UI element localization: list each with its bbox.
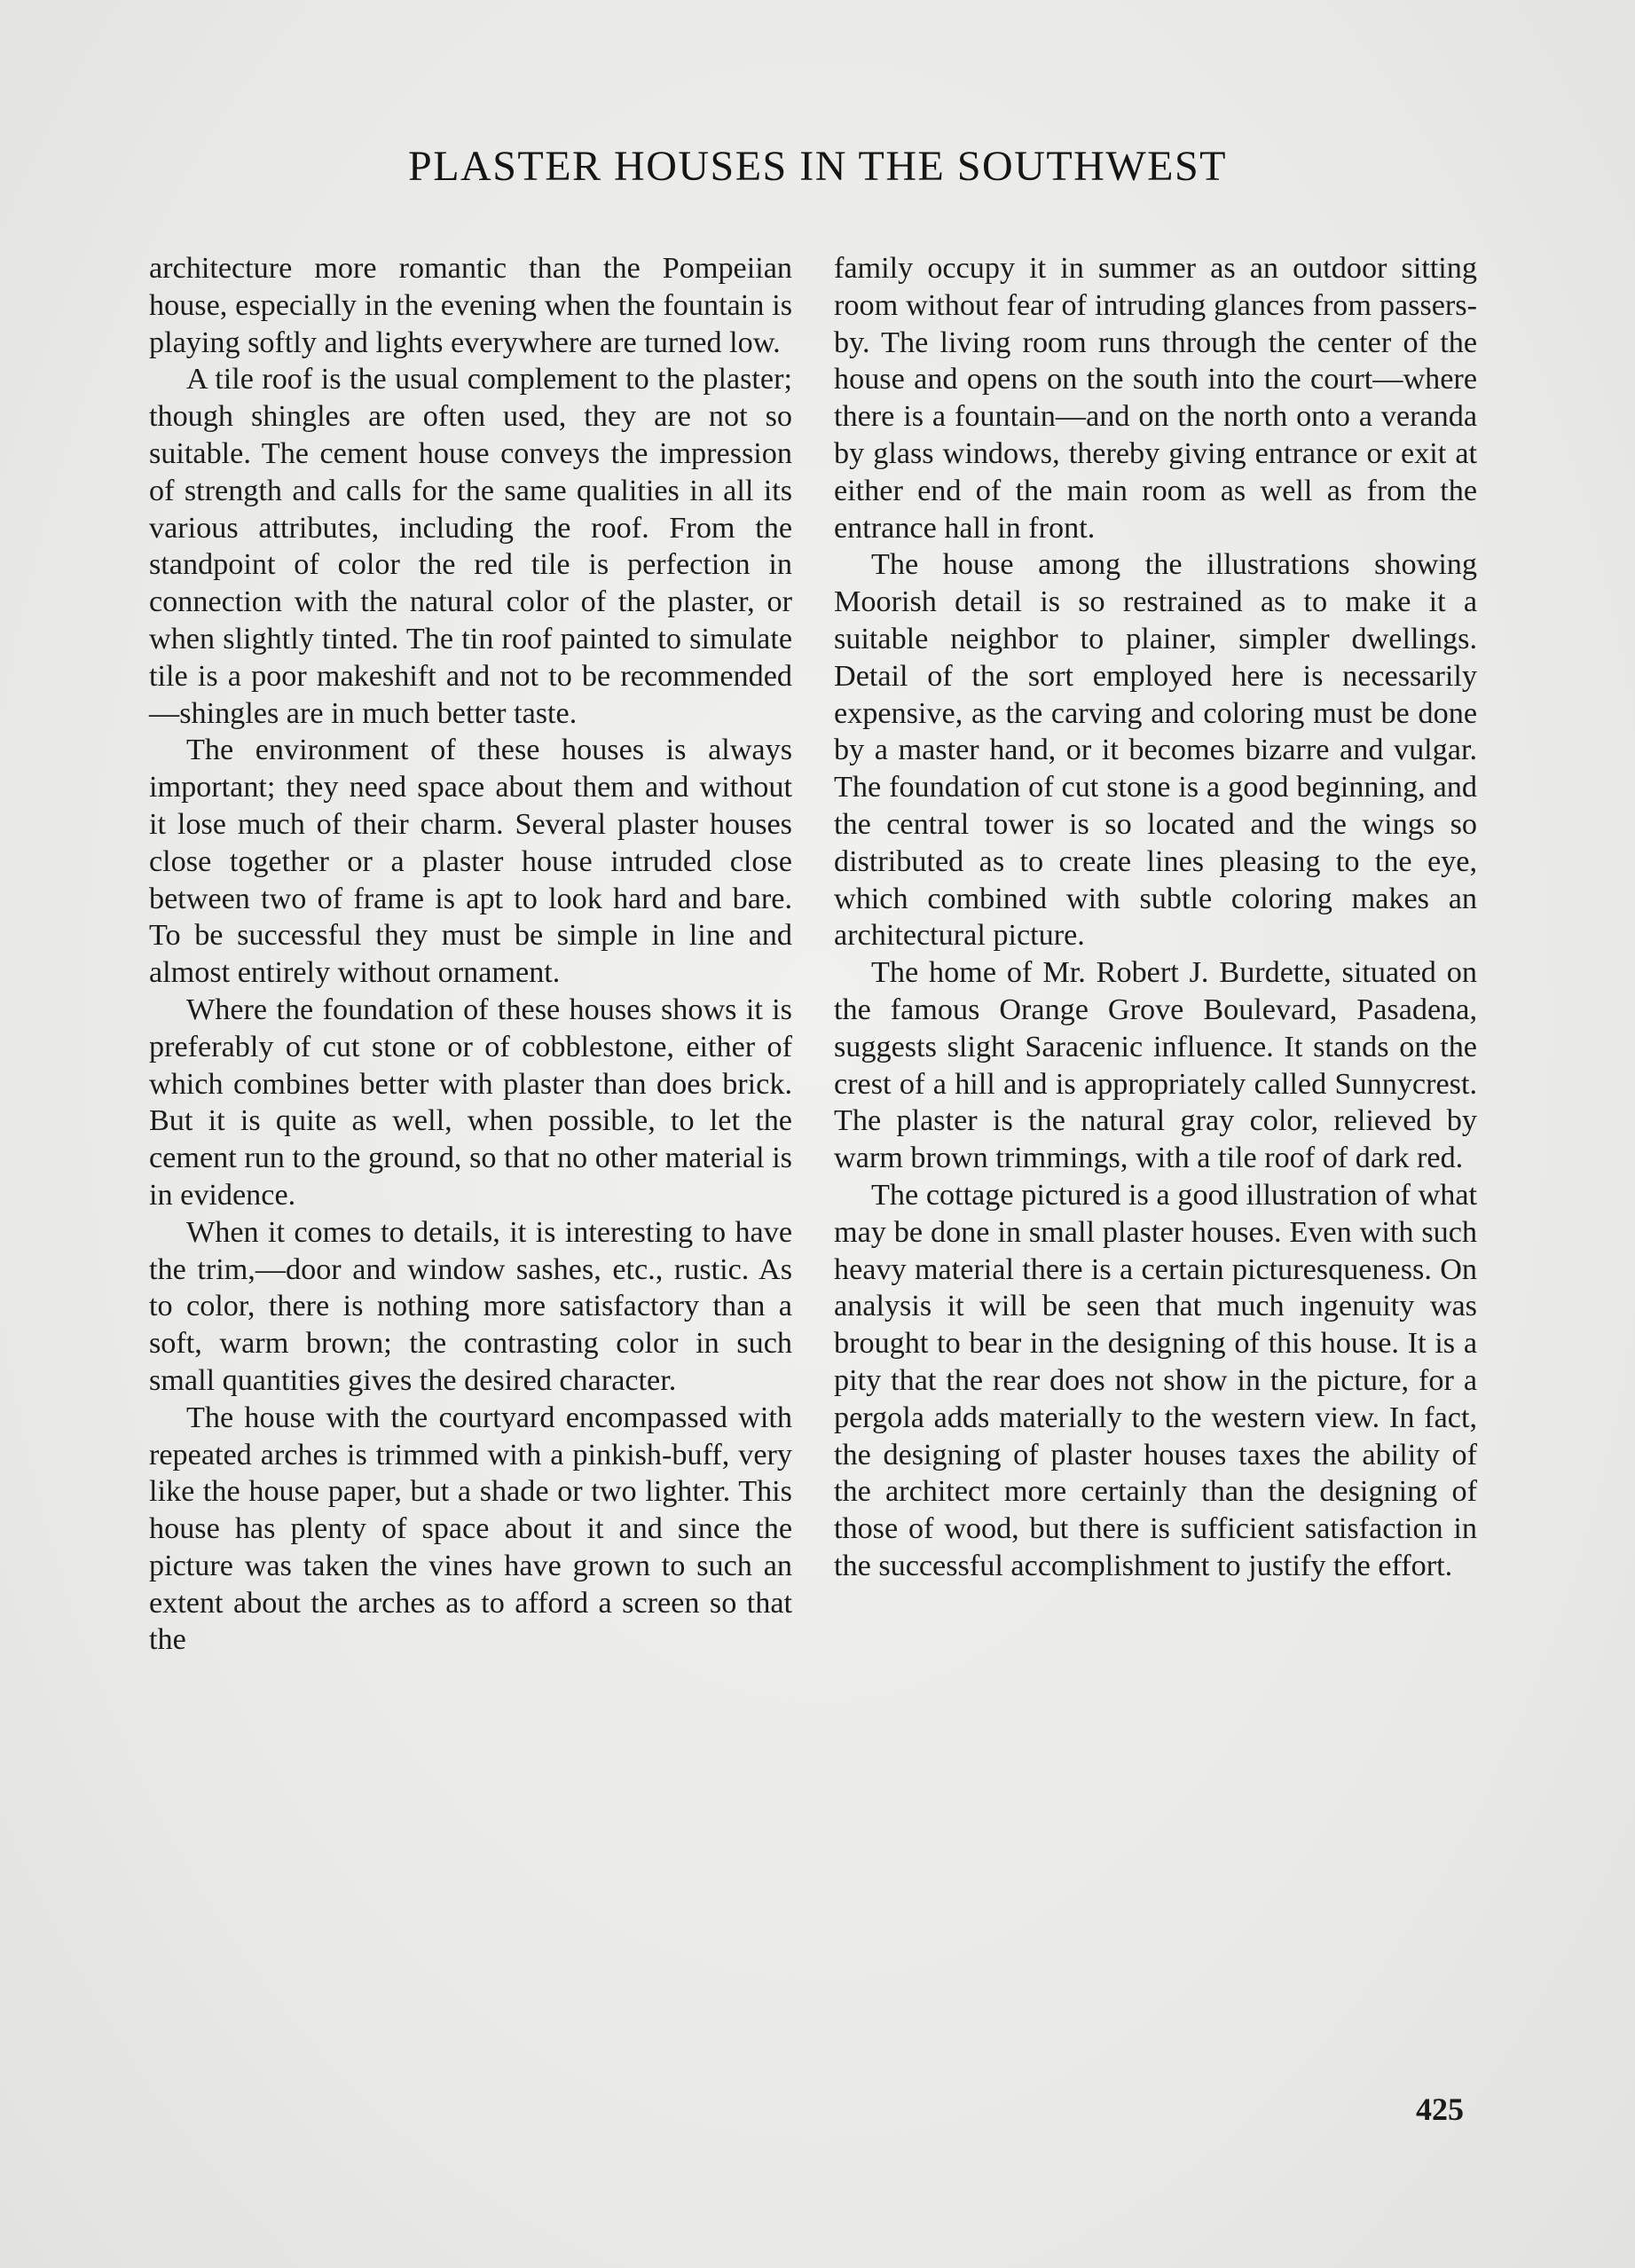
- left-column: [149, 250, 792, 1659]
- paragraph: The house with the courtyard encompassed with repeated arches is trimmed with a pinkish-buff, very like the house paper, but a shade or two lighter. This house has plenty of space about it and since the picture was taken the vines have grown to such an extent about the arches as to afford a screen so that the: [149, 1401, 792, 1657]
- page-number: 425: [1416, 2091, 1464, 2127]
- paragraph: The house among the illustrations showing Moorish detail is so restrained as to make it a suitable neighbor to plainer, simpler dwellings. Detail of the sort employed here is necessarily expensive, as the carving and coloring must be done by a master hand, or it becomes bizarre and vulgar. The foundation of cut stone is a good beginning, and the central tower is so located and the wings so distributed as to create lines pleasing to the eye, which combined with subtle coloring makes an architectural picture.: [834, 548, 1477, 953]
- page-title: PLASTER HOUSES IN THE SOUTHWEST: [408, 143, 1227, 190]
- paragraph: When it comes to details, it is interesting to have the trim,—door and window sashes, etc., rustic. As to color, there is nothing more satisfactory than a soft, warm brown; the contrasting color in such small quantities gives the desired character.: [149, 1215, 792, 1397]
- paragraph: architecture more romantic than the Pompeiian house, especially in the evening when the fountain is playing softly and lights everywhere are turned low.: [149, 252, 792, 359]
- paragraph: Where the foundation of these houses shows it is preferably of cut stone or of cobblestone, either of which combines better with plaster than does brick. But it is quite as well, when possible, to let the cement run to the ground, so that no other material is in evidence.: [149, 993, 792, 1212]
- paragraph: family occupy it in summer as an outdoor sitting room without fear of intruding glances from passers-by. The living room runs through the center of the house and opens on the south into the court—where there is a fountain—and on the north onto a veranda by glass windows, thereby giving entrance or exit at either end of the main room as well as from the entrance hall in front.: [834, 252, 1477, 545]
- paragraph: The home of Mr. Robert J. Burdette, situated on the famous Orange Grove Boulevard, Pasadena, suggests slight Saracenic influence. It stands on the crest of a hill and is appropriately called Sunnycrest. The plaster is the natural gray color, relieved by warm brown trimmings, with a tile roof of dark red.: [834, 956, 1477, 1175]
- right-column: [834, 250, 1477, 1585]
- paragraph: The environment of these houses is always important; they need space about them and without it lose much of their charm. Several plaster houses close together or a plaster house intruded close between two of frame is apt to look hard and bare. To be successful they must be simple in line and almost entirely without ornament.: [149, 734, 792, 990]
- paragraph: A tile roof is the usual complement to the plaster; though shingles are often used, they are not so suitable. The cement house conveys the impression of strength and calls for the same qualities in all its various attributes, including the roof. From the standpoint of color the red tile is perfection in connection with the natural color of the plaster, or when slightly tinted. The tin roof painted to simulate tile is a poor makeshift and not to be recommended—shingles are in much better taste.: [149, 363, 792, 730]
- paragraph: The cottage pictured is a good illustration of what may be done in small plaster houses. Even with such heavy material there is a certain picturesqueness. On analysis it will be seen that much ingenuity was brought to bear in the designing of this house. It is a pity that the rear does not show in the picture, for a pergola adds materially to the western view. In fact, the designing of plaster houses taxes the ability of the architect more certainly than the designing of those of wood, but there is sufficient satisfaction in the successful accomplishment to justify the effort.: [834, 1178, 1477, 1582]
